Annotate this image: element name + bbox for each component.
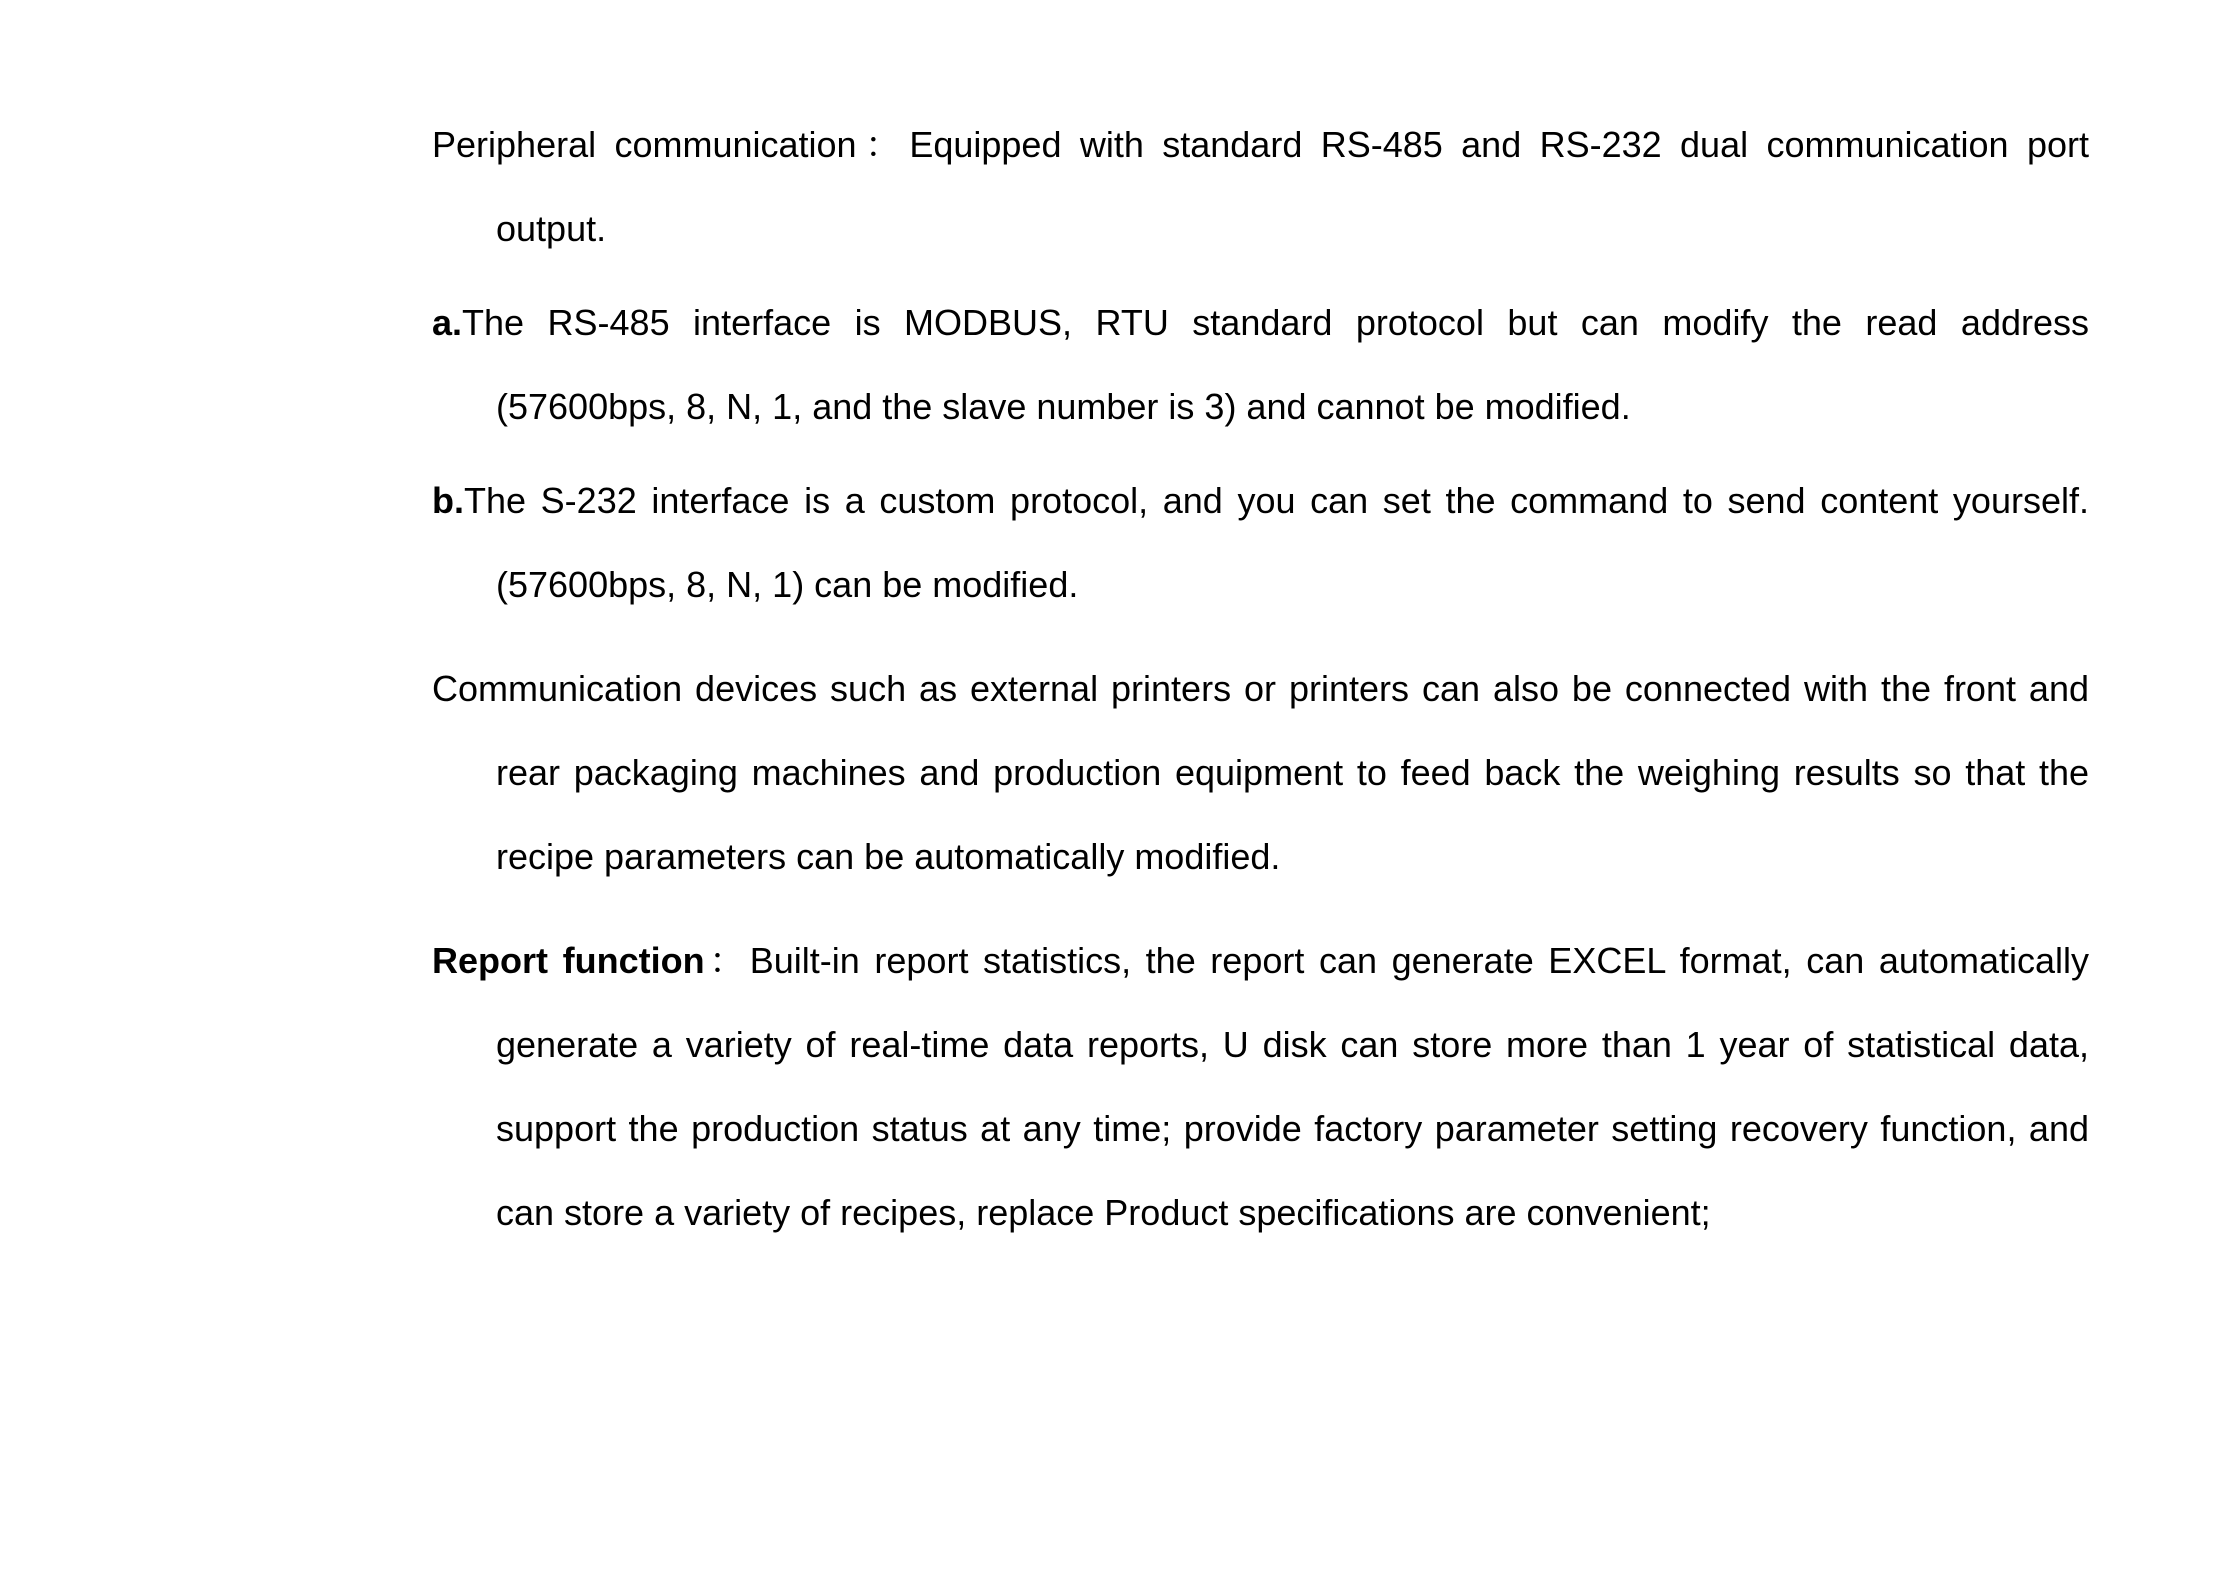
item-a-text: The RS-485 interface is MODBUS, RTU standard protocol but can modify the read address (57600bps, 8, N, 1, and the slave number is 3) and cannot be modified. xyxy=(462,302,2089,427)
report-function-text: Built-in report statistics, the report can generate EXCEL format, can automatically generate a variety of real-time data reports, U disk can store more than 1 year of statistical data, support the production status at any time; provide factory parameter setting recovery function, and can store a variety of recipes, replace Product specifications are convenient; xyxy=(496,940,2089,1233)
peripheral-communication-paragraph xyxy=(432,103,2089,271)
document-body xyxy=(432,103,2089,1255)
item-b-text: The S-232 interface is a custom protocol, and you can set the command to send content yourself. (57600bps, 8, N, 1) can be modified. xyxy=(464,480,2089,605)
item-a-marker: a. xyxy=(432,302,463,343)
report-function-label: Report function xyxy=(432,940,705,981)
report-function-separator: ： xyxy=(704,940,750,981)
peripheral-communication-text: Equipped with standard RS-485 and RS-232 dual communication port output. xyxy=(496,124,2089,249)
item-b-paragraph xyxy=(432,459,2089,627)
peripheral-communication-label: Peripheral communication xyxy=(432,124,857,165)
communication-devices-paragraph xyxy=(432,647,2089,899)
item-b-marker: b. xyxy=(432,480,464,521)
item-a-paragraph xyxy=(432,281,2089,449)
peripheral-communication-separator: ： xyxy=(856,124,910,165)
communication-devices-text: Communication devices such as external printers or printers can also be connected with the front and rear packaging machines and production equipment to feed back the weighing results so that the recipe parameters can be automatically modified. xyxy=(432,668,2089,877)
report-function-paragraph xyxy=(432,919,2089,1255)
